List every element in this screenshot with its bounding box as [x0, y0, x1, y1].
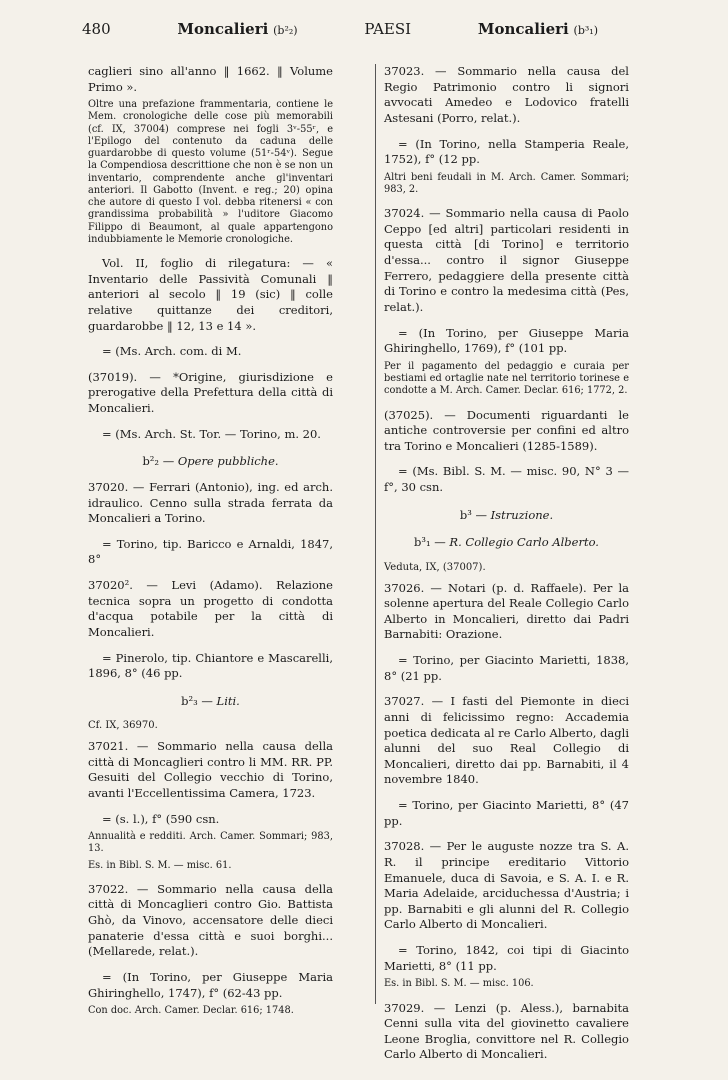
entry-37023: 37023. — Sommario nella causa del Regio Patrimonio contro li signori avvocati Amedeo e Lodovico fratelli Astesani (Porro, relat.).	[384, 64, 629, 125]
entry-37019-imprint: = (Ms. Arch. St. Tor. — Torino, m. 20.	[102, 426, 321, 441]
entry-37021: 37021. — Sommario nella causa della città di Moncaglieri contro li MM. RR. PP. Gesuiti del Collegio vecchio di Torino, avanti l'Eccellentissima Camera, 1723.	[88, 739, 333, 800]
two-column-body	[82, 64, 629, 1064]
left-para-4: = (Ms. Arch. com. di M.	[102, 344, 242, 359]
entry-37025: (37025). — Documenti riguardanti le antiche controversie per confini ed altro tra Torino e Moncalieri (1285-1589).	[384, 407, 629, 453]
entry-37028: 37028. — Per le auguste nozze tra S. A. R. il principe ereditario Vittorio Emanuele, duca di Savoia, e S. A. I. e R. Maria Adelaide, arciduchessa d'Austria; i pp. Barnabiti e gli alunni del R. Collegio Carlo Alberto di Moncalieri.	[384, 839, 629, 932]
entry-37024-note: Per il pagamento del pedaggio e curaia per bestiami ed ortaglie nate nel territorio torinese e condotte a M. Arch. Camer. Declar. 616; 1772, 2.	[384, 360, 629, 397]
section-heading-liti: b²₃ — Liti.	[181, 693, 240, 708]
entry-37026-imprint: = Torino, per Giacinto Marietti, 1838, 8° (21 pp.	[384, 653, 629, 683]
entry-37025-imprint: = (Ms. Bibl. S. M. — misc. 90, N° 3 — f°, 30 csn.	[384, 464, 629, 495]
right-column	[384, 64, 629, 1073]
left-note-1: Oltre una prefazione frammentaria, contiene le Mem. cronologiche delle cose più memorabili (cf. IX, 37004) comprese nei fogli 3ᵛ-55ʳ, e l'Epilogo del contenuto da caduna delle guardarobbe di questo volume (51ʳ-54ᵛ). Segue la Compendiosa descrittione che non è se non un inventario, comprendente anche gl'inventari anteriori. Il Gabotto (Invent. e reg.; 20) opina che autore di questo I vol. debba ritenersi « con grandissima probabilità » l'uditore Giacomo Filippo di Beaumont, al quale appartengono indubbiamente le Memorie cronologiche.	[88, 99, 333, 245]
entry-37023-note: Altri beni feudali in M. Arch. Camer. Sommari; 983, 2.	[384, 171, 629, 195]
entry-37021-note-2: Es. in Bibl. S. M. — misc. 61.	[88, 859, 232, 871]
entry-37024: 37024. — Sommario nella causa di Paolo Ceppo [ed altri] particolari residenti in questa città [di Torino] e territorio d'essa... contro il signor Giuseppe Ferrero, pedaggiere della presente città di Torino e contro la medesima città (Pes, relat.).	[384, 206, 629, 314]
section-heading-collegio: b³₁ — R. Collegio Carlo Alberto.	[414, 535, 599, 550]
entry-37022-note: Con doc. Arch. Camer. Declar. 616; 1748.	[88, 1005, 294, 1017]
entry-37021-imprint: = (s. l.), f° (590 csn.	[102, 811, 220, 826]
entry-37021-note: Annualità e redditi. Arch. Camer. Sommari; 983, 13.	[88, 831, 333, 855]
left-para-3: Vol. II, foglio di rilegatura: — « Inventario delle Passività Comunali ‖ anteriori al secolo ‖ 19 (sic) ‖ colle relative quittanze dei creditori, guardarobbe ‖ 12, 13 e 14 ».	[88, 256, 333, 333]
entry-37029: 37029. — Lenzi (p. Aless.), barnabita Cenni sulla vita del giovinetto cavaliere Leone Broglia, convittore nel R. Collegio Carlo Alberto di Moncalieri.	[384, 1000, 629, 1062]
entry-37028-note: Es. in Bibl. S. M. — misc. 106.	[384, 978, 534, 990]
entry-37022-imprint: = (In Torino, per Giuseppe Maria Ghiringhello, 1747), f° (62-43 pp.	[88, 969, 333, 1000]
entry-37026: 37026. — Notari (p. d. Raffaele). Per la solenne apertura del Reale Collegio Carlo Alberto in Moncalieri, diretto dai Padri Barnabiti: Orazione.	[384, 580, 629, 642]
page-number: 480	[82, 20, 111, 38]
entry-37028-imprint: = Torino, 1842, coi tipi di Giacinto Marietti, 8° (11 pp.	[384, 943, 629, 973]
entry-37022: 37022. — Sommario nella causa della città di Moncaglieri contro Gio. Battista Ghò, da Vinovo, accensatore delle dieci panaterie d'essa città e suoi borghi... (Mellarede, relat.).	[88, 881, 333, 959]
cross-ref-1: Cf. IX, 36970.	[88, 720, 158, 732]
column-divider	[375, 64, 376, 1004]
cross-ref-2: Veduta, IX, (37007).	[384, 561, 486, 573]
entry-37020: 37020. — Ferrari (Antonio), ing. ed arch. idraulico. Cenno sulla strada ferrata da Moncalieri a Torino.	[88, 479, 333, 526]
section-heading-istruzione: b³ — Istruzione.	[459, 507, 554, 522]
left-running-title: Moncalieri (b²₂)	[177, 20, 298, 38]
entry-37020-imprint: = Torino, tip. Baricco e Arnaldi, 1847, 8°	[88, 536, 333, 567]
right-running-title: Moncalieri (b³₁)	[477, 20, 598, 38]
entry-37019: (37019). — *Origine, giurisdizione e prerogative della Prefettura della città di Moncalieri.	[88, 369, 333, 416]
entry-37024-imprint: = (In Torino, per Giuseppe Maria Ghiringhello, 1769), f° (101 pp.	[384, 325, 629, 356]
entry-37020a-imprint: = Pinerolo, tip. Chiantore e Mascarelli, 1896, 8° (46 pp.	[88, 650, 333, 681]
left-column	[88, 64, 333, 1027]
entry-37023-imprint: = (In Torino, nella Stamperia Reale, 1752), f° (12 pp.	[384, 136, 629, 167]
running-header	[82, 20, 598, 44]
center-running-title: PAESI	[364, 20, 412, 38]
section-heading-opere: b²₂ — Opere pubbliche.	[142, 454, 279, 469]
entry-37020a: 37020². — Levi (Adamo). Relazione tecnica sopra un progetto di condotta d'acqua potabile per la città di Moncalieri.	[88, 578, 333, 639]
left-para-1: caglieri sino all'anno ‖ 1662. ‖ Volume Primo ».	[88, 64, 333, 94]
entry-37027-imprint: = Torino, per Giacinto Marietti, 8° (47 pp.	[384, 798, 629, 828]
entry-37027: 37027. — I fasti del Piemonte in dieci anni di felicissimo regno: Accademia poetica dedicata al re Carlo Alberto, dagli alunni del suo Real Collegio di Moncalieri, diretto dai pp. Barnabiti, il 4 novembre 1840.	[384, 694, 629, 787]
